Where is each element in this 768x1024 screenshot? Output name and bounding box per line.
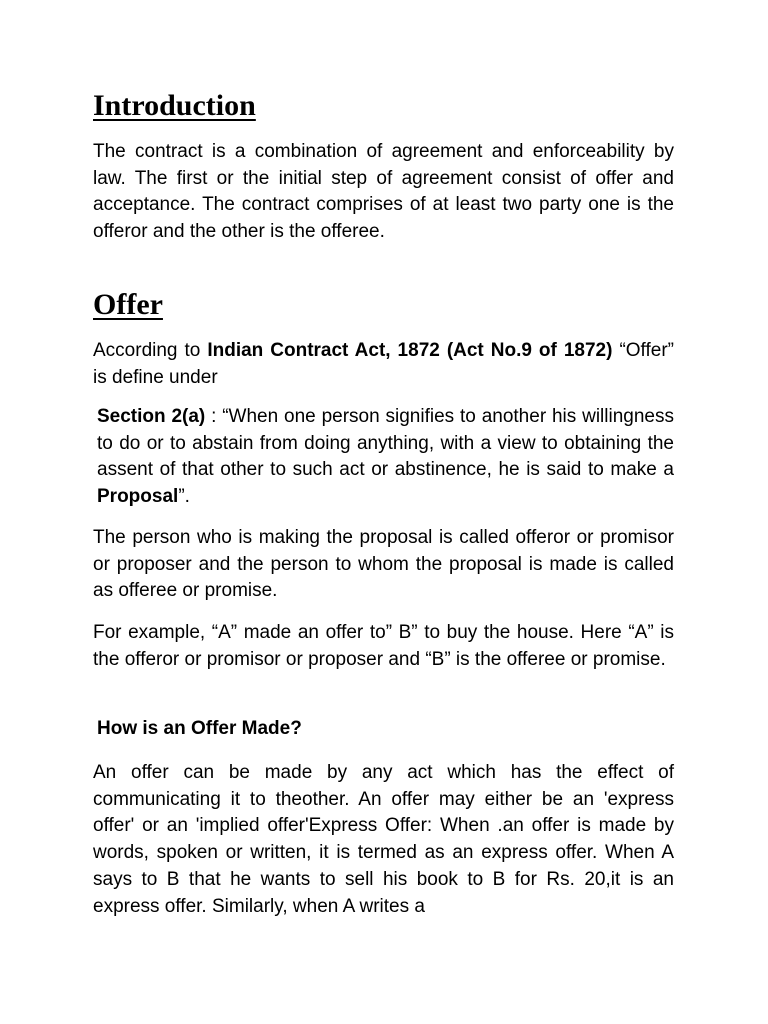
section-reference: Section 2(a) — [97, 406, 206, 427]
section-2a-paragraph — [93, 404, 674, 511]
offeror-paragraph: The person who is making the proposal is called offeror or promisor or proposer and the person to whom the proposal is made is called as offeree or promise. — [93, 527, 674, 602]
introduction-heading: Introduction — [93, 89, 256, 122]
how-offer-made-subheading: How is an Offer Made? — [97, 718, 302, 739]
offer-made-paragraph: An offer can be made by any act which has the effect of communicating it to theother. An offer may either be an 'express offer' or an 'implied offer'Express Offer: When .an offer is made by words, spoken or written, it is termed as an express offer. When A says to B that he wants to sell his book to B for Rs. 20,it is an express offer. Similarly, when A writes a — [93, 762, 674, 917]
offer-heading: Offer — [93, 288, 163, 321]
offer-definition-paragraph — [93, 338, 674, 391]
proposal-term: Proposal — [97, 486, 179, 508]
example-paragraph: For example, “A” made an offer to” B” to buy the house. Here “A” is the offeror or promisor or proposer and “B” is the offeree or promise. — [93, 622, 674, 670]
offer-definition-suffix: “Offer” is define under — [93, 340, 674, 388]
act-reference: Indian Contract Act, 1872 (Act No.9 of 1872) — [207, 340, 613, 361]
section-text-end: ”. — [178, 486, 190, 508]
section-text: : “When one person signifies to another his willingness to do or to abstain from doing anything, with a view to obtaining the assent of that other to such act or abstinence, he is said to make a — [97, 406, 674, 481]
offer-definition-prefix: According to — [93, 340, 208, 361]
introduction-paragraph: The contract is a combination of agreement and enforceability by law. The first or the initial step of agreement consist of offer and acceptance. The contract comprises of at least two party one is the offeror and the other is the offeree. — [93, 141, 674, 243]
